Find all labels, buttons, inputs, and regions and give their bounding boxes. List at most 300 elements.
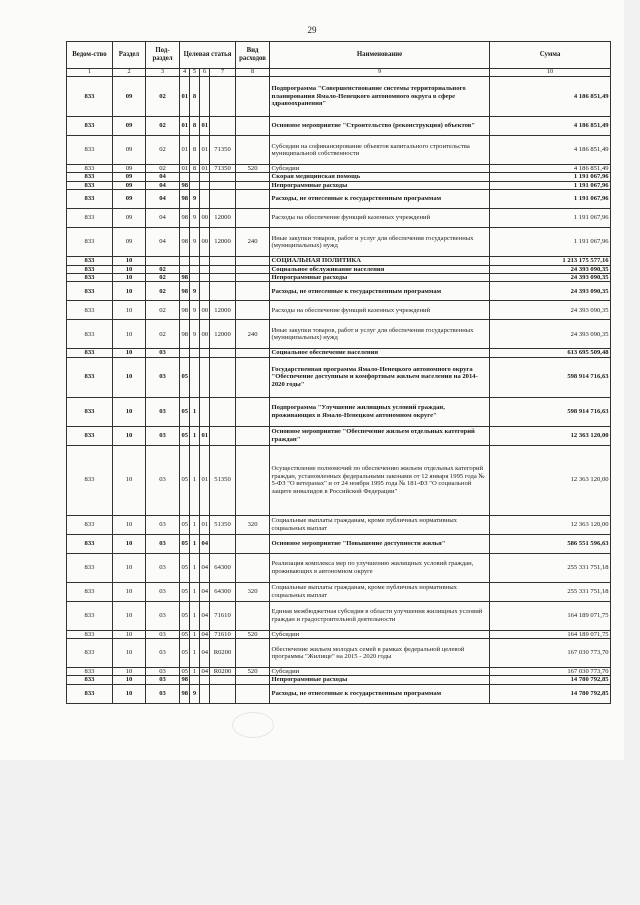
cell-vedomstvo: 833 — [67, 676, 113, 684]
faint-stamp — [232, 712, 274, 738]
cell-cs-1: 98 — [181, 676, 189, 684]
page-number: 29 — [307, 25, 317, 35]
cell-naimenovanie: Основное мероприятие "Повышение доступности жилья" — [270, 534, 490, 553]
cell-podrazdel: 02 — [146, 320, 180, 349]
cell-vedomstvo: 833 — [67, 136, 113, 165]
cell-cs-1: 05 — [181, 668, 189, 675]
cell-razdel: 09 — [113, 228, 146, 257]
cell-cs-2: 9 — [190, 209, 200, 228]
cell-cs-2: 1 — [190, 630, 200, 638]
cell-vedomstvo: 833 — [67, 668, 113, 676]
cell-summa: 4 186 851,49 — [490, 136, 611, 165]
cell-naimenovanie: Реализация комплекса мер по улучшению жилищных условий граждан, проживающих в автономном округе — [270, 553, 490, 582]
cell-vid-rashodov — [236, 639, 270, 668]
table-row — [67, 397, 611, 426]
cell-vid-rashodov: 520 — [236, 165, 270, 173]
cell-vid-rashodov — [236, 265, 270, 273]
cell-razdel: 10 — [113, 265, 146, 273]
cell-podrazdel: 02 — [146, 273, 180, 281]
col-number: 7 — [210, 69, 236, 77]
cell-vid-rashodov — [236, 357, 270, 397]
cell-cs-2: 1 — [190, 639, 200, 668]
cell-razdel: 10 — [113, 257, 146, 265]
cell-cs-2: 1 — [190, 397, 200, 426]
cell-naimenovanie: Расходы на обеспечение функций казенных учреждений — [270, 301, 490, 320]
cell-cs-3 — [200, 173, 210, 181]
cell-vedomstvo: 833 — [67, 426, 113, 445]
table-row — [67, 173, 611, 181]
cell-vedomstvo: 833 — [67, 117, 113, 136]
budget-table — [66, 41, 611, 704]
cell-summa: 14 780 792,85 — [490, 676, 611, 684]
cell-summa: 255 331 751,18 — [490, 553, 611, 582]
cell-naimenovanie: Основное мероприятие "Обеспечение жильем отдельных категорий граждан" — [270, 426, 490, 445]
cell-razdel: 10 — [113, 668, 146, 676]
cell-vedomstvo: 833 — [67, 273, 113, 281]
cell-vedomstvo: 833 — [67, 534, 113, 553]
cell-cs-2: 1 — [190, 582, 200, 601]
cell-podrazdel: 03 — [146, 639, 180, 668]
cell-cs-2: 1 — [190, 426, 200, 445]
cell-cs-2 — [190, 265, 200, 273]
cell-cs-2: 9 — [190, 228, 200, 257]
cell-cs-3: 01 — [200, 445, 210, 515]
cell-vedomstvo: 833 — [67, 265, 113, 273]
cell-vid-rashodov — [236, 173, 270, 181]
cell-summa: 24 393 090,35 — [490, 265, 611, 273]
table-row — [67, 165, 611, 173]
cell-cs-2: 8 — [190, 77, 200, 117]
cell-cs-4: 12000 — [210, 228, 236, 257]
cell-podrazdel — [146, 257, 180, 265]
col-number: 2 — [113, 69, 146, 77]
table-row — [67, 349, 611, 357]
cell-cs-1: 98 — [180, 684, 190, 703]
cell-cs-3 — [200, 257, 210, 265]
cell-podrazdel: 02 — [146, 265, 180, 273]
cell-cs-2: 9 — [190, 320, 200, 349]
table-row — [67, 117, 611, 136]
cell-summa: 12 363 120,00 — [490, 426, 611, 445]
table-row — [67, 301, 611, 320]
table-row — [67, 265, 611, 273]
cell-naimenovanie: Государственная программа Ямало-Ненецкого автономного округа "Обеспечение доступным и комфортным жильем населения на 2014-2020 годы" — [270, 357, 490, 397]
cell-razdel: 09 — [113, 190, 146, 209]
cell-cs-2: 8 — [190, 136, 200, 165]
cell-summa: 613 695 509,48 — [490, 349, 611, 357]
table-row — [67, 553, 611, 582]
col-number: 1 — [67, 69, 113, 77]
cell-podrazdel: 03 — [146, 630, 180, 638]
cell-cs-3: 04 — [200, 582, 210, 601]
cell-cs-2 — [190, 676, 200, 684]
cell-vid-rashodov — [236, 136, 270, 165]
cell-summa: 1 191 067,96 — [490, 209, 611, 228]
cell-naimenovanie: Социальные выплаты гражданам, кроме публичных нормативных социальных выплат — [270, 515, 490, 534]
header-row — [67, 42, 611, 69]
cell-cs-1 — [180, 265, 190, 273]
table-row — [67, 426, 611, 445]
cell-cs-2: 1 — [190, 553, 200, 582]
cell-podrazdel: 03 — [146, 668, 180, 676]
cell-naimenovanie: Субсидии — [270, 630, 490, 638]
cell-razdel: 09 — [113, 173, 146, 181]
cell-cs-1: 98 — [180, 282, 190, 301]
header-celevaya-statya: Целевая статья — [180, 42, 236, 69]
cell-cs-3: 04 — [201, 630, 209, 638]
cell-cs-3: 04 — [200, 553, 210, 582]
cell-vid-rashodov — [236, 282, 270, 301]
cell-vid-rashodov — [236, 426, 270, 445]
cell-cs-4: 71610 — [210, 630, 236, 638]
cell-cs-2 — [190, 257, 200, 265]
cell-cs-1: 98 — [180, 301, 190, 320]
cell-naimenovanie: Непрограммные расходы — [270, 273, 490, 281]
table-row — [67, 676, 611, 684]
cell-cs-1: 05 — [180, 397, 190, 426]
table-row — [67, 181, 611, 189]
cell-cs-4: 12000 — [210, 301, 236, 320]
cell-cs-1: 01 — [180, 117, 190, 136]
cell-razdel: 10 — [113, 601, 146, 630]
cell-cs-4: 64300 — [210, 553, 236, 582]
cell-podrazdel: 02 — [146, 165, 180, 173]
table-row — [67, 515, 611, 534]
header-razdel: Раздел — [113, 42, 146, 69]
cell-cs-3: 00 — [200, 301, 210, 320]
cell-razdel: 10 — [113, 349, 146, 357]
cell-cs-4: 71350 — [210, 165, 236, 173]
cell-cs-3 — [200, 397, 210, 426]
cell-cs-1: 01 — [180, 136, 190, 165]
cell-podrazdel: 03 — [146, 534, 180, 553]
cell-vedomstvo: 833 — [67, 445, 113, 515]
cell-vid-rashodov — [236, 676, 270, 684]
cell-cs-1: 05 — [180, 426, 190, 445]
cell-vid-rashodov — [236, 273, 270, 281]
cell-razdel: 10 — [113, 534, 146, 553]
cell-cs-2: 1 — [190, 445, 200, 515]
col-number: 3 — [146, 69, 180, 77]
cell-cs-1: 98 — [180, 228, 190, 257]
cell-podrazdel: 03 — [146, 445, 180, 515]
cell-cs-4 — [210, 257, 236, 265]
cell-cs-4 — [210, 357, 236, 397]
cell-cs-2: 9 — [190, 301, 200, 320]
cell-cs-2 — [190, 173, 200, 181]
cell-cs-1: 98 — [180, 320, 190, 349]
cell-cs-3: 04 — [200, 639, 210, 668]
table-body — [67, 77, 611, 704]
cell-summa: 1 191 067,96 — [490, 181, 611, 189]
cell-naimenovanie: Единая межбюджетная субсидия в области улучшения жилищных условий граждан и градостроительной деятельности — [270, 601, 490, 630]
cell-cs-4: 51350 — [210, 515, 236, 534]
cell-cs-1: 05 — [180, 515, 190, 534]
table-row — [67, 228, 611, 257]
col-number: 10 — [490, 69, 611, 77]
cell-cs-3 — [200, 181, 210, 189]
cell-razdel: 10 — [113, 320, 146, 349]
cell-podrazdel: 03 — [146, 676, 180, 684]
cell-cs-4 — [210, 117, 236, 136]
cell-cs-4: R0200 — [210, 668, 236, 676]
cell-naimenovanie: Субсидии на софинансирование объектов капитального строительства муниципальной собственности — [270, 136, 490, 165]
header-summa: Сумма — [490, 42, 611, 69]
cell-naimenovanie: СОЦИАЛЬНАЯ ПОЛИТИКА — [270, 257, 490, 265]
cell-vid-rashodov: 320 — [236, 582, 270, 601]
col-number: 5 — [190, 69, 200, 77]
cell-summa: 4 186 851,49 — [490, 77, 611, 117]
cell-razdel: 10 — [113, 445, 146, 515]
cell-summa: 586 551 596,63 — [490, 534, 611, 553]
cell-cs-3 — [200, 676, 210, 684]
cell-podrazdel: 04 — [146, 228, 180, 257]
cell-podrazdel: 03 — [146, 349, 180, 357]
cell-cs-4: 71350 — [210, 136, 236, 165]
cell-cs-3: 04 — [200, 601, 210, 630]
cell-naimenovanie: Социальное обеспечение населения — [270, 349, 490, 357]
cell-cs-4: 12000 — [210, 209, 236, 228]
column-number-row — [67, 69, 611, 77]
cell-vid-rashodov — [236, 301, 270, 320]
table-row — [67, 639, 611, 668]
table-row — [67, 534, 611, 553]
cell-podrazdel: 03 — [146, 684, 180, 703]
cell-cs-4 — [210, 397, 236, 426]
cell-cs-3: 01 — [200, 426, 210, 445]
table-row — [67, 190, 611, 209]
cell-podrazdel: 02 — [146, 136, 180, 165]
cell-summa: 4 186 851,49 — [490, 165, 611, 173]
cell-cs-3: 00 — [200, 228, 210, 257]
cell-cs-4: 51350 — [210, 445, 236, 515]
cell-razdel: 10 — [113, 676, 146, 684]
table-row — [67, 684, 611, 703]
cell-vid-rashodov — [236, 553, 270, 582]
cell-cs-2: 9 — [190, 684, 200, 703]
cell-cs-4 — [210, 534, 236, 553]
cell-naimenovanie: Субсидии — [270, 668, 490, 676]
cell-cs-2: 9 — [190, 190, 200, 209]
cell-summa: 598 914 716,63 — [490, 397, 611, 426]
cell-vid-rashodov: 240 — [236, 320, 270, 349]
cell-summa: 4 186 851,49 — [490, 117, 611, 136]
cell-podrazdel: 02 — [146, 117, 180, 136]
cell-cs-1: 01 — [181, 165, 189, 172]
cell-razdel: 10 — [113, 426, 146, 445]
cell-cs-3 — [200, 349, 210, 357]
cell-vedomstvo: 833 — [67, 357, 113, 397]
cell-cs-1: 05 — [180, 553, 190, 582]
cell-razdel: 10 — [113, 515, 146, 534]
cell-naimenovanie: Подпрограмма "Совершенствование системы территориального планирования Ямало-Ненецкого автономного округа в сфере здравоохранения" — [270, 77, 490, 117]
cell-podrazdel: 03 — [146, 553, 180, 582]
col-number: 6 — [200, 69, 210, 77]
cell-cs-2: 9 — [190, 282, 200, 301]
cell-cs-1: 98 — [181, 273, 189, 281]
cell-vedomstvo: 833 — [67, 301, 113, 320]
cell-cs-2: 1 — [190, 601, 200, 630]
table-row — [67, 77, 611, 117]
cell-vedomstvo: 833 — [67, 209, 113, 228]
cell-cs-3 — [200, 282, 210, 301]
cell-naimenovanie: Обеспечение жильем молодых семей в рамках федеральной целевой программы "Жилище" на 2015 - 2020 годы — [270, 639, 490, 668]
cell-cs-1: 05 — [180, 534, 190, 553]
cell-summa: 24 393 090,35 — [490, 320, 611, 349]
cell-cs-1 — [180, 257, 190, 265]
cell-vedomstvo: 833 — [67, 349, 113, 357]
cell-razdel: 10 — [113, 397, 146, 426]
cell-summa: 255 331 751,18 — [490, 582, 611, 601]
cell-cs-3 — [200, 190, 210, 209]
cell-cs-2: 1 — [190, 668, 200, 676]
cell-razdel: 09 — [113, 77, 146, 117]
cell-razdel: 10 — [113, 273, 146, 281]
cell-cs-4 — [210, 676, 236, 684]
cell-cs-1: 98 — [180, 209, 190, 228]
cell-razdel: 10 — [113, 639, 146, 668]
cell-summa: 167 030 773,70 — [490, 639, 611, 668]
cell-razdel: 10 — [113, 282, 146, 301]
cell-cs-2: 1 — [190, 534, 200, 553]
cell-vedomstvo: 833 — [67, 553, 113, 582]
cell-vedomstvo: 833 — [67, 165, 113, 173]
cell-podrazdel: 02 — [146, 77, 180, 117]
table-row — [67, 136, 611, 165]
cell-vedomstvo: 833 — [67, 77, 113, 117]
cell-vedomstvo: 833 — [67, 173, 113, 181]
cell-vid-rashodov — [236, 117, 270, 136]
cell-naimenovanie: Осуществление полномочий по обеспечению жильем отдельных категорий граждан, установленных федеральными законами от 12 января 1995 года № 5-ФЗ "О ветеранах" и от 24 ноября 1995 года № 181-ФЗ "О социальной защите инвалидов в Российской Федерации" — [270, 445, 490, 515]
cell-cs-4 — [210, 77, 236, 117]
cell-podrazdel: 03 — [146, 515, 180, 534]
cell-vid-rashodov — [236, 534, 270, 553]
cell-naimenovanie: Иные закупки товаров, работ и услуг для обеспечения государственных (муниципальных) нужд — [270, 320, 490, 349]
cell-cs-1: 05 — [180, 445, 190, 515]
cell-cs-1: 05 — [181, 630, 189, 638]
cell-podrazdel: 04 — [146, 190, 180, 209]
col-number: 8 — [236, 69, 270, 77]
cell-vedomstvo: 833 — [67, 257, 113, 265]
cell-vid-rashodov — [236, 349, 270, 357]
cell-razdel: 10 — [113, 630, 146, 638]
cell-podrazdel: 02 — [146, 301, 180, 320]
cell-cs-4: 64300 — [210, 582, 236, 601]
cell-summa: 24 393 090,35 — [490, 301, 611, 320]
cell-vid-rashodov: 520 — [236, 668, 270, 676]
cell-vedomstvo: 833 — [67, 282, 113, 301]
cell-summa: 164 189 071,75 — [490, 630, 611, 638]
cell-podrazdel: 03 — [146, 426, 180, 445]
cell-cs-4: 12000 — [210, 320, 236, 349]
cell-naimenovanie: Непрограммные расходы — [270, 181, 490, 189]
cell-naimenovanie: Иные закупки товаров, работ и услуг для обеспечения государственных (муниципальных) нужд — [270, 228, 490, 257]
table-row — [67, 445, 611, 515]
cell-vid-rashodov — [236, 181, 270, 189]
cell-vid-rashodov — [236, 190, 270, 209]
cell-razdel: 09 — [113, 181, 146, 189]
cell-cs-3 — [200, 77, 210, 117]
table-row — [67, 320, 611, 349]
cell-razdel: 09 — [113, 209, 146, 228]
cell-podrazdel: 04 — [146, 209, 180, 228]
cell-cs-4 — [210, 349, 236, 357]
cell-razdel: 10 — [113, 582, 146, 601]
cell-summa: 1 191 067,96 — [490, 190, 611, 209]
cell-razdel: 09 — [113, 136, 146, 165]
col-number: 9 — [270, 69, 490, 77]
cell-naimenovanie: Расходы, не отнесенные к государственным программам — [270, 282, 490, 301]
header-podrazdel: Под-раздел — [146, 42, 180, 69]
cell-cs-1 — [180, 349, 190, 357]
cell-podrazdel: 03 — [146, 601, 180, 630]
cell-vedomstvo: 833 — [67, 515, 113, 534]
cell-summa: 12 363 120,00 — [490, 445, 611, 515]
cell-summa: 24 393 090,35 — [490, 282, 611, 301]
cell-summa: 24 393 090,35 — [490, 273, 611, 281]
header-naimenovanie: Наименование — [270, 42, 490, 69]
cell-vid-rashodov — [236, 684, 270, 703]
cell-naimenovanie: Расходы, не отнесенные к государственным программам — [270, 190, 490, 209]
cell-cs-1: 01 — [180, 77, 190, 117]
cell-cs-3 — [200, 684, 210, 703]
cell-vedomstvo: 833 — [67, 639, 113, 668]
cell-naimenovanie: Скорая медицинская помощь — [270, 173, 490, 181]
cell-naimenovanie: Расходы на обеспечение функций казенных учреждений — [270, 209, 490, 228]
table-row — [67, 668, 611, 676]
cell-naimenovanie: Субсидии — [270, 165, 490, 173]
cell-vedomstvo: 833 — [67, 601, 113, 630]
cell-vid-rashodov — [236, 397, 270, 426]
cell-naimenovanie: Социальные выплаты гражданам, кроме публичных нормативных социальных выплат — [270, 582, 490, 601]
cell-razdel: 10 — [113, 684, 146, 703]
cell-cs-1: 05 — [180, 582, 190, 601]
cell-cs-3: 04 — [201, 668, 209, 675]
cell-naimenovanie: Социальное обслуживание населения — [270, 265, 490, 273]
cell-vedomstvo: 833 — [67, 228, 113, 257]
cell-cs-4 — [210, 273, 236, 281]
cell-cs-1: 05 — [180, 357, 190, 397]
cell-podrazdel: 02 — [146, 282, 180, 301]
cell-vedomstvo: 833 — [67, 684, 113, 703]
cell-vedomstvo: 833 — [67, 630, 113, 638]
cell-vedomstvo: 833 — [67, 190, 113, 209]
cell-cs-4 — [210, 426, 236, 445]
cell-cs-1: 05 — [180, 601, 190, 630]
cell-cs-4 — [210, 282, 236, 301]
cell-cs-1: 98 — [180, 190, 190, 209]
cell-cs-4 — [210, 173, 236, 181]
cell-naimenovanie: Основное мероприятие "Строительство (реконструкция) объектов" — [270, 117, 490, 136]
cell-podrazdel: 04 — [146, 181, 180, 189]
cell-vid-rashodov: 520 — [236, 630, 270, 638]
cell-vedomstvo: 833 — [67, 320, 113, 349]
table-row — [67, 209, 611, 228]
cell-cs-2: 8 — [190, 165, 200, 173]
cell-cs-3: 04 — [200, 534, 210, 553]
table-row — [67, 273, 611, 281]
cell-vedomstvo: 833 — [67, 397, 113, 426]
cell-cs-1: 98 — [181, 181, 189, 189]
table-row — [67, 282, 611, 301]
cell-podrazdel: 04 — [146, 173, 180, 181]
cell-cs-4: R0200 — [210, 639, 236, 668]
cell-naimenovanie: Подпрограмма "Улучшение жилищных условий граждан, проживающих в Ямало-Ненецком автономном округе" — [270, 397, 490, 426]
cell-cs-4 — [210, 684, 236, 703]
cell-vid-rashodov — [236, 445, 270, 515]
cell-podrazdel: 03 — [146, 357, 180, 397]
cell-cs-3: 01 — [201, 165, 209, 172]
